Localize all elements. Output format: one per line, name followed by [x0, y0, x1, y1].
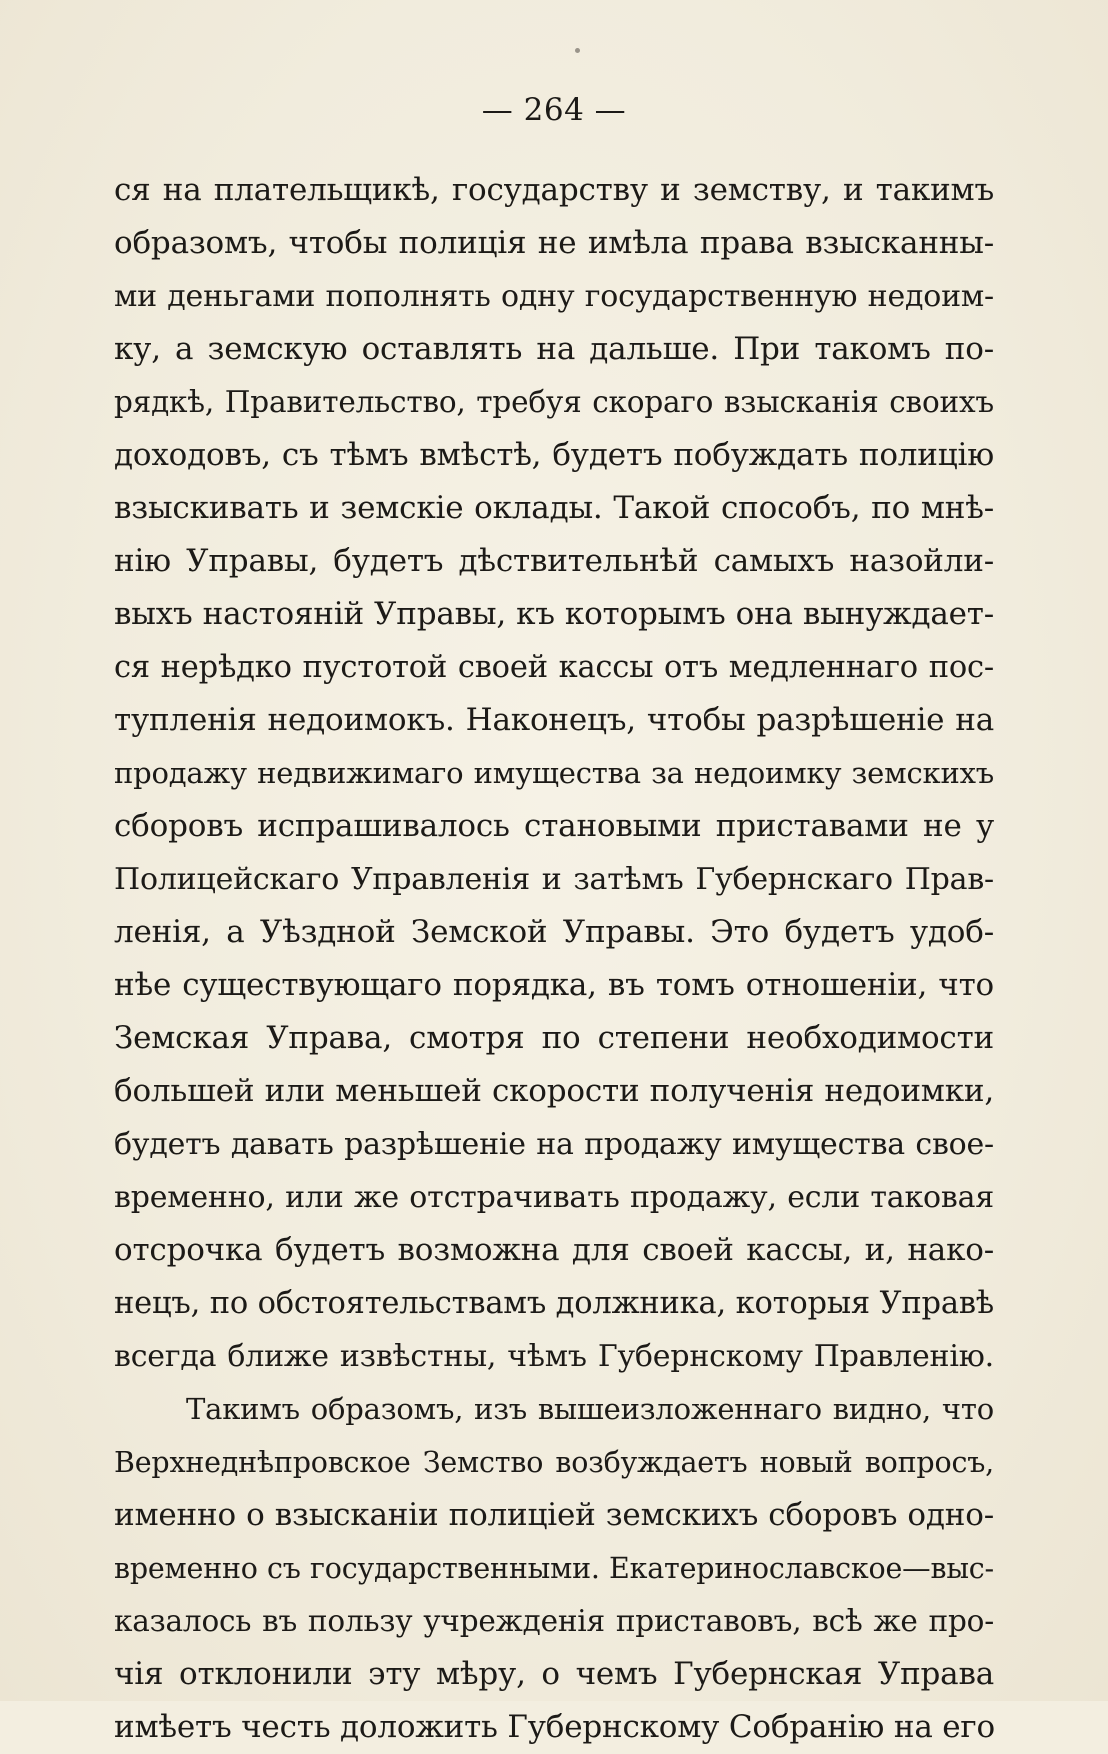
text-line: будетъ давать разрѣшеніе на продажу имущества свое- — [114, 1127, 994, 1162]
text-line: нецъ, по обстоятельствамъ должника, которыя Управѣ — [114, 1286, 994, 1321]
text-line: ся на плательщикѣ, государству и земству, и такимъ — [114, 172, 994, 208]
text-line: отсрочка будетъ возможна для своей кассы, и, нако- — [114, 1232, 994, 1268]
text-line: образомъ, чтобы полиція не имѣла права взысканны- — [114, 225, 994, 261]
text-line: нѣе существующаго порядка, въ томъ отношеніи, что — [114, 967, 994, 1003]
text-line: чія отклонили эту мѣру, о чемъ Губернская Управа — [114, 1656, 994, 1692]
text-line: сборовъ испрашивалось становыми приставами не у — [114, 808, 994, 844]
body-text — [114, 164, 994, 1754]
text-line: рядкѣ, Правительство, требуя скораго взысканія своихъ — [114, 385, 994, 419]
text-line: имѣетъ честь доложить Губернскому Собранію на его — [114, 1709, 995, 1745]
text-line: Земская Управа, смотря по степени необходимости — [114, 1020, 994, 1056]
text-line: взыскивать и земскіе оклады. Такой способъ, по мнѣ- — [114, 490, 994, 526]
text-line: ленія, а Уѣздной Земской Управы. Это будетъ удоб- — [114, 914, 994, 950]
paragraph-last-line: всегда ближе извѣстны, чѣмъ Губернскому Правленію. — [114, 1339, 994, 1374]
ink-speck — [575, 48, 580, 53]
text-line: временно съ государственными. Екатеринославское—выс- — [114, 1552, 994, 1585]
text-line: ся нерѣдко пустотой своей кассы отъ медленнаго пос- — [114, 650, 994, 685]
text-line: ку, а земскую оставлять на дальше. При такомъ по- — [114, 331, 994, 367]
text-line: ми деньгами пополнять одну государственную недоим- — [114, 279, 994, 314]
text-line: именно о взысканіи полиціей земскихъ сборовъ одно- — [114, 1497, 994, 1533]
text-line: доходовъ, съ тѣмъ вмѣстѣ, будетъ побуждать полицію — [114, 437, 994, 473]
text-line: продажу недвижимаго имущества за недоимку земскихъ — [114, 756, 994, 790]
text-line: казалось въ пользу учрежденія приставовъ, всѣ же про- — [114, 1604, 994, 1638]
text-line: Полицейскаго Управленія и затѣмъ Губернскаго Прав- — [114, 862, 994, 897]
text-line: выхъ настояній Управы, къ которымъ она вынуждает- — [114, 596, 994, 632]
text-line: нію Управы, будетъ дѣствительнѣй самыхъ назойли- — [114, 543, 994, 579]
page-number: — 264 — — [481, 92, 627, 128]
text-line: временно, или же отстрачивать продажу, если таковая — [114, 1180, 994, 1215]
text-line: тупленія недоимокъ. Наконецъ, чтобы разрѣшеніе на — [114, 702, 994, 738]
paragraph-first-line: Такимъ образомъ, изъ вышеизложеннаго видно, что — [186, 1392, 994, 1426]
text-line: Верхнеднѣпровское Земство возбуждаетъ новый вопросъ, — [114, 1446, 994, 1479]
text-line: большей или меньшей скорости полученія недоимки, — [114, 1073, 994, 1109]
